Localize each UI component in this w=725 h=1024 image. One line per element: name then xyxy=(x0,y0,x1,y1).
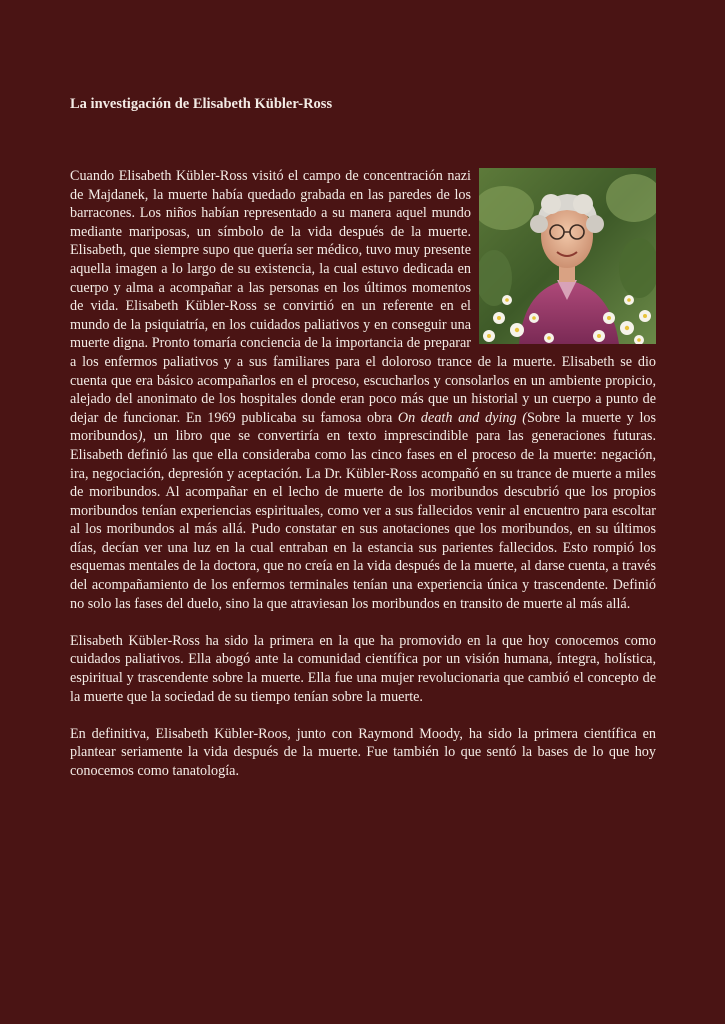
document-body xyxy=(70,167,656,799)
book-title-close: ) xyxy=(137,428,143,445)
document-title: La investigación de Elisabeth Kübler-Ross xyxy=(70,96,333,112)
book-title: On death and dying ( xyxy=(397,409,527,426)
paragraph-1-text-b: , un libro que se convertiría en texto imprescindible para las generaciones futuras. Elisabeth definió las que ella consideraba como las cinco fases en el proceso de la muerte: negación, ira, negociación, depresión y aceptación. La Dr. Kübler-Ross acompañó en su trance de muerte a miles de moribundos. Al acompañar en el lecho de muerte de los moribundos descubrió que los propios moribundos tenían experiencias espirituales, como ver a sus fallecidos venir al encuentro para escoltar al los moribundos al más allá. Pudo constatar en sus anotaciones que los moribundos, en su últimos días, decían ver una luz en la cual entraban en la estancia sus parientes fallecidos. Esto rompió los esquemas mentales de la doctora, que no creía en la vida después de la muerte, al darse cuenta, a través del acompañamiento de los enfermos terminales tenían una experiencia única y trascendente. Definió no solo las fases del duelo, sino la que atraviesan los moribundos en transito de muerte al más allá. xyxy=(70,428,656,612)
paragraph-2: Elisabeth Kübler-Ross ha sido la primera en la que ha promovido en la que hoy conocemos como cuidados paliativos. Ella abogó ante la comunidad científica por un visión humana, íntegra, holística, espiritual y trascendente sobre la muerte. Ella fue una mujer revolucionaria que cambió el concepto de la muerte que la sociedad de su tiempo tenían sobre la muerte. xyxy=(70,632,656,705)
paragraph-1 xyxy=(70,167,656,613)
paragraph-3: En definitiva, Elisabeth Kübler-Roos, junto con Raymond Moody, ha sido la primera científica en plantear seriamente la vida después de la muerte. Fue también lo que sentó la bases de lo que hoy conocemos como tanatología. xyxy=(70,725,656,779)
portrait-photo xyxy=(479,168,656,344)
portrait-image xyxy=(479,168,656,344)
paragraph-1-text-a: Cuando Elisabeth Kübler-Ross visitó el campo de concentración nazi de Majdanek, la muerte había quedado grabada en las paredes de los barracones. Los niños habían representado a su manera aquel mundo mediante mariposas, un símbolo de la vida después de la muerte. Elisabeth, que siempre supo que quería ser médico, tuvo muy presente aquella imagen a lo largo de su existencia, la cual estuvo dedicada en cuerpo y alma a acompañar a las personas en los últimos momentos de vida. Elisabeth Kübler-Ross se convirtió en un referente en el mundo de la psiquiatría, en los cuidados paliativos y en conseguir una muerte digna. Pronto tomaría conciencia de la importancia de preparar a los enfermos paliativos y a sus familiares para el doloroso trance de la muerte. Elisabeth se dio cuenta que era básico acompañarlos en el proceso, escucharlos y consolarlos en un ambiente propicio, alejado del anonimato de los hospitales donde eran poco más que un historial y un cuerpo a punto de dejar de funcionar. En 1969 publicaba su famosa obra xyxy=(70,168,656,426)
book-title-translation: Sobre la muerte y los moribundos xyxy=(70,409,656,445)
